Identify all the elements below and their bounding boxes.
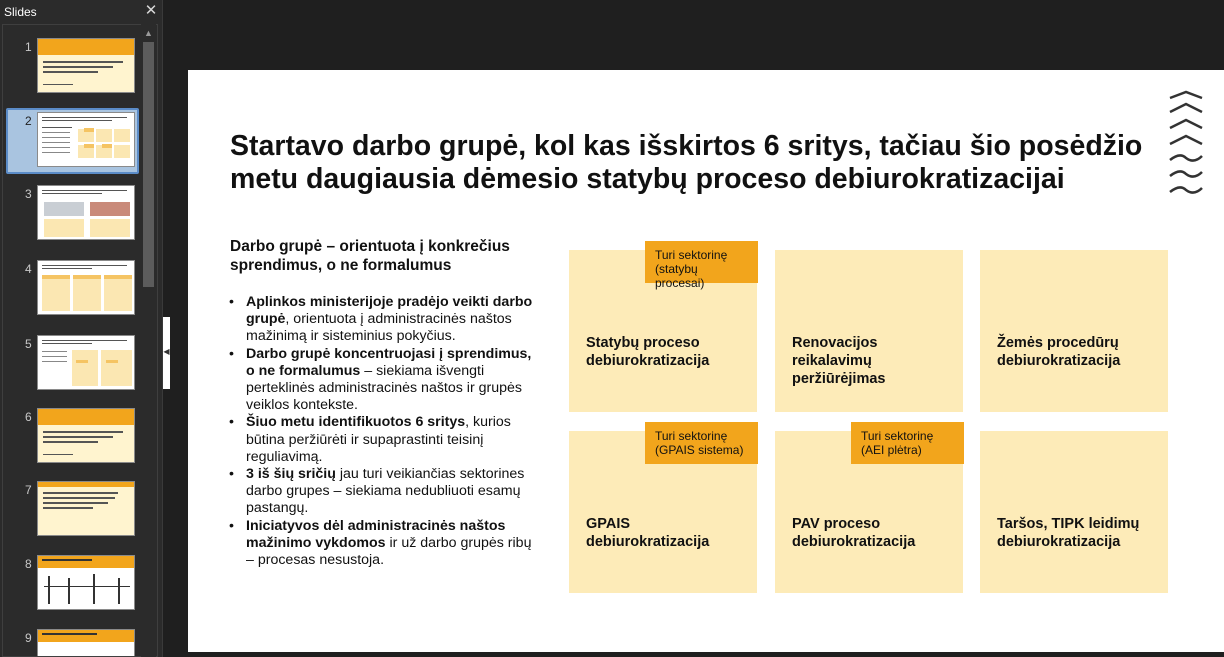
- slide-number: 3: [25, 187, 32, 201]
- area-tile-label: [586, 334, 751, 370]
- slide-preview: [37, 629, 135, 657]
- bullet-text: , kurios būtina peržiūrėti ir supaprastinti teisinį reguliavimą.: [246, 414, 511, 465]
- sector-group-tag[interactable]: [851, 422, 964, 464]
- area-tile-label-line: debiurokratizacija: [997, 534, 1121, 550]
- slide-title-line: metu daugiausia dėmesio statybų proceso debiurokratizacijai: [230, 163, 1065, 195]
- slide-number: 5: [25, 337, 32, 351]
- sub-heading[interactable]: [230, 237, 550, 275]
- area-tile-label-line: PAV proceso: [792, 516, 881, 532]
- bullet-list[interactable]: [228, 294, 533, 569]
- slide-number: 4: [25, 262, 32, 276]
- slide-thumbnail-7[interactable]: [3, 481, 142, 547]
- area-tile-label-line: Statybų proceso: [586, 335, 700, 351]
- sub-heading-line: Darbo grupė – orientuota į konkrečius: [230, 238, 510, 255]
- area-tile-label: [792, 515, 957, 551]
- close-icon[interactable]: ✕: [144, 2, 158, 19]
- slide-title-line: Startavo darbo grupė, kol kas išskirtos 6 sritys, tačiau šio posėdžio: [230, 130, 1143, 162]
- collapse-pane-icon[interactable]: ◀: [163, 347, 170, 356]
- slide-thumbnail-list: [2, 24, 158, 657]
- bullet-bold-text: 3 iš šių sričių: [246, 466, 336, 483]
- slide-preview: [37, 38, 135, 93]
- bullet-bold-text: Aplinkos ministerijoje pradėjo veikti darbo grupė: [246, 294, 533, 328]
- bullet-marker: •: [229, 517, 234, 534]
- sector-group-tag-line: (GPAIS sistema): [655, 443, 744, 457]
- sector-group-tag[interactable]: [645, 422, 758, 464]
- slide-number: 1: [25, 40, 32, 54]
- bullet-marker: •: [229, 345, 234, 362]
- slide-number: 7: [25, 483, 32, 497]
- slides-pane: [0, 0, 163, 657]
- bullet-item: [228, 346, 533, 415]
- bullet-marker: •: [229, 294, 234, 310]
- area-tile-label: [792, 334, 957, 388]
- bullet-bold-text: Iniciatyvos dėl administracinės naštos mažinimo vykdomos: [246, 517, 506, 551]
- slide-number: 9: [25, 631, 32, 645]
- slide-thumbnail-2[interactable]: [3, 112, 142, 178]
- area-tile-label-line: GPAIS: [586, 516, 631, 532]
- sub-heading-line: sprendimus, o ne formalumus: [230, 257, 452, 274]
- sector-group-tag-line: (statybų procesai): [655, 262, 705, 290]
- slide-number: 2: [25, 114, 32, 128]
- slide-preview: [37, 555, 135, 610]
- bullet-marker: •: [229, 466, 234, 483]
- slide-thumbnail-9[interactable]: [3, 629, 142, 657]
- slide-preview: [37, 481, 135, 536]
- area-tile-label-line: Renovacijos: [792, 335, 878, 351]
- area-tile-zemes[interactable]: [980, 250, 1168, 412]
- area-tile-label: [997, 334, 1162, 370]
- sector-group-tag-line: Turi sektorinę: [861, 429, 934, 443]
- area-tile-label-line: debiurokratizacija: [586, 353, 710, 369]
- bullet-item: [228, 466, 533, 518]
- bullet-text: , orientuota į administracinės naštos mažinimą ir sisteminius pokyčius.: [246, 311, 512, 345]
- slide-thumbnail-4[interactable]: [3, 260, 142, 326]
- slide-thumbnail-8[interactable]: [3, 555, 142, 621]
- slide-canvas[interactable]: [188, 70, 1224, 652]
- area-tile-label-line: debiurokratizacija: [586, 534, 710, 550]
- area-tile-label: [997, 515, 1162, 551]
- slide-number: 6: [25, 410, 32, 424]
- sector-group-tag-line: Turi sektorinę: [655, 248, 728, 262]
- sector-group-tag-line: Turi sektorinę: [655, 429, 728, 443]
- slide-preview: [37, 185, 135, 240]
- area-tile-label: [586, 515, 751, 551]
- area-tile-label-line: debiurokratizacija: [997, 353, 1121, 369]
- area-tile-label-line: reikalavimų: [792, 353, 872, 369]
- slide-preview: [37, 260, 135, 315]
- slides-pane-header: [0, 0, 163, 24]
- scroll-up-icon[interactable]: ▲: [144, 28, 153, 38]
- bullet-item: [228, 294, 533, 346]
- bullet-item: [228, 518, 533, 570]
- decorative-wave-icon: [1168, 90, 1204, 200]
- sector-group-tag-line: (AEI plėtra): [861, 443, 922, 457]
- area-tile-label-line: Taršos, TIPK leidimų: [997, 516, 1140, 532]
- sector-group-tag[interactable]: [645, 241, 758, 290]
- slide-thumbnail-6[interactable]: [3, 408, 142, 474]
- slide-preview: [37, 112, 135, 167]
- bullet-item: [228, 414, 533, 466]
- slides-pane-title: Slides: [4, 5, 37, 19]
- area-tile-renovacijos[interactable]: [775, 250, 963, 412]
- bullet-bold-text: Šiuo metu identifikuotos 6 sritys: [246, 414, 466, 431]
- thumbnail-scrollbar-thumb[interactable]: [143, 42, 154, 287]
- bullet-bold-text: Darbo grupė koncentruojasi į sprendimus, o ne formalumus: [246, 345, 532, 379]
- slide-title[interactable]: [230, 130, 1170, 196]
- bullet-text: – siekiama išvengti perteklinės administracinės naštos ir grupės veiklos kontekste.: [246, 362, 522, 414]
- slide-number: 8: [25, 557, 32, 571]
- slide-thumbnail-5[interactable]: [3, 335, 142, 401]
- bullet-marker: •: [229, 414, 234, 431]
- bullet-text: jau turi veikiančias sektorines darbo grupes – siekiama nedubliuoti esamų pastangų.: [246, 466, 525, 517]
- slide-thumbnail-1[interactable]: [3, 38, 142, 104]
- area-tile-label-line: Žemės procedūrų: [997, 335, 1119, 351]
- area-tile-label-line: debiurokratizacija: [792, 534, 916, 550]
- area-tile-tarsos[interactable]: [980, 431, 1168, 593]
- slide-preview: [37, 335, 135, 390]
- area-tile-label-line: peržiūrėjimas: [792, 371, 886, 387]
- slide-preview: [37, 408, 135, 463]
- bullet-text: ir už darbo grupės ribų – procesas nesustoja.: [246, 534, 532, 569]
- slide-thumbnail-3[interactable]: [3, 185, 142, 251]
